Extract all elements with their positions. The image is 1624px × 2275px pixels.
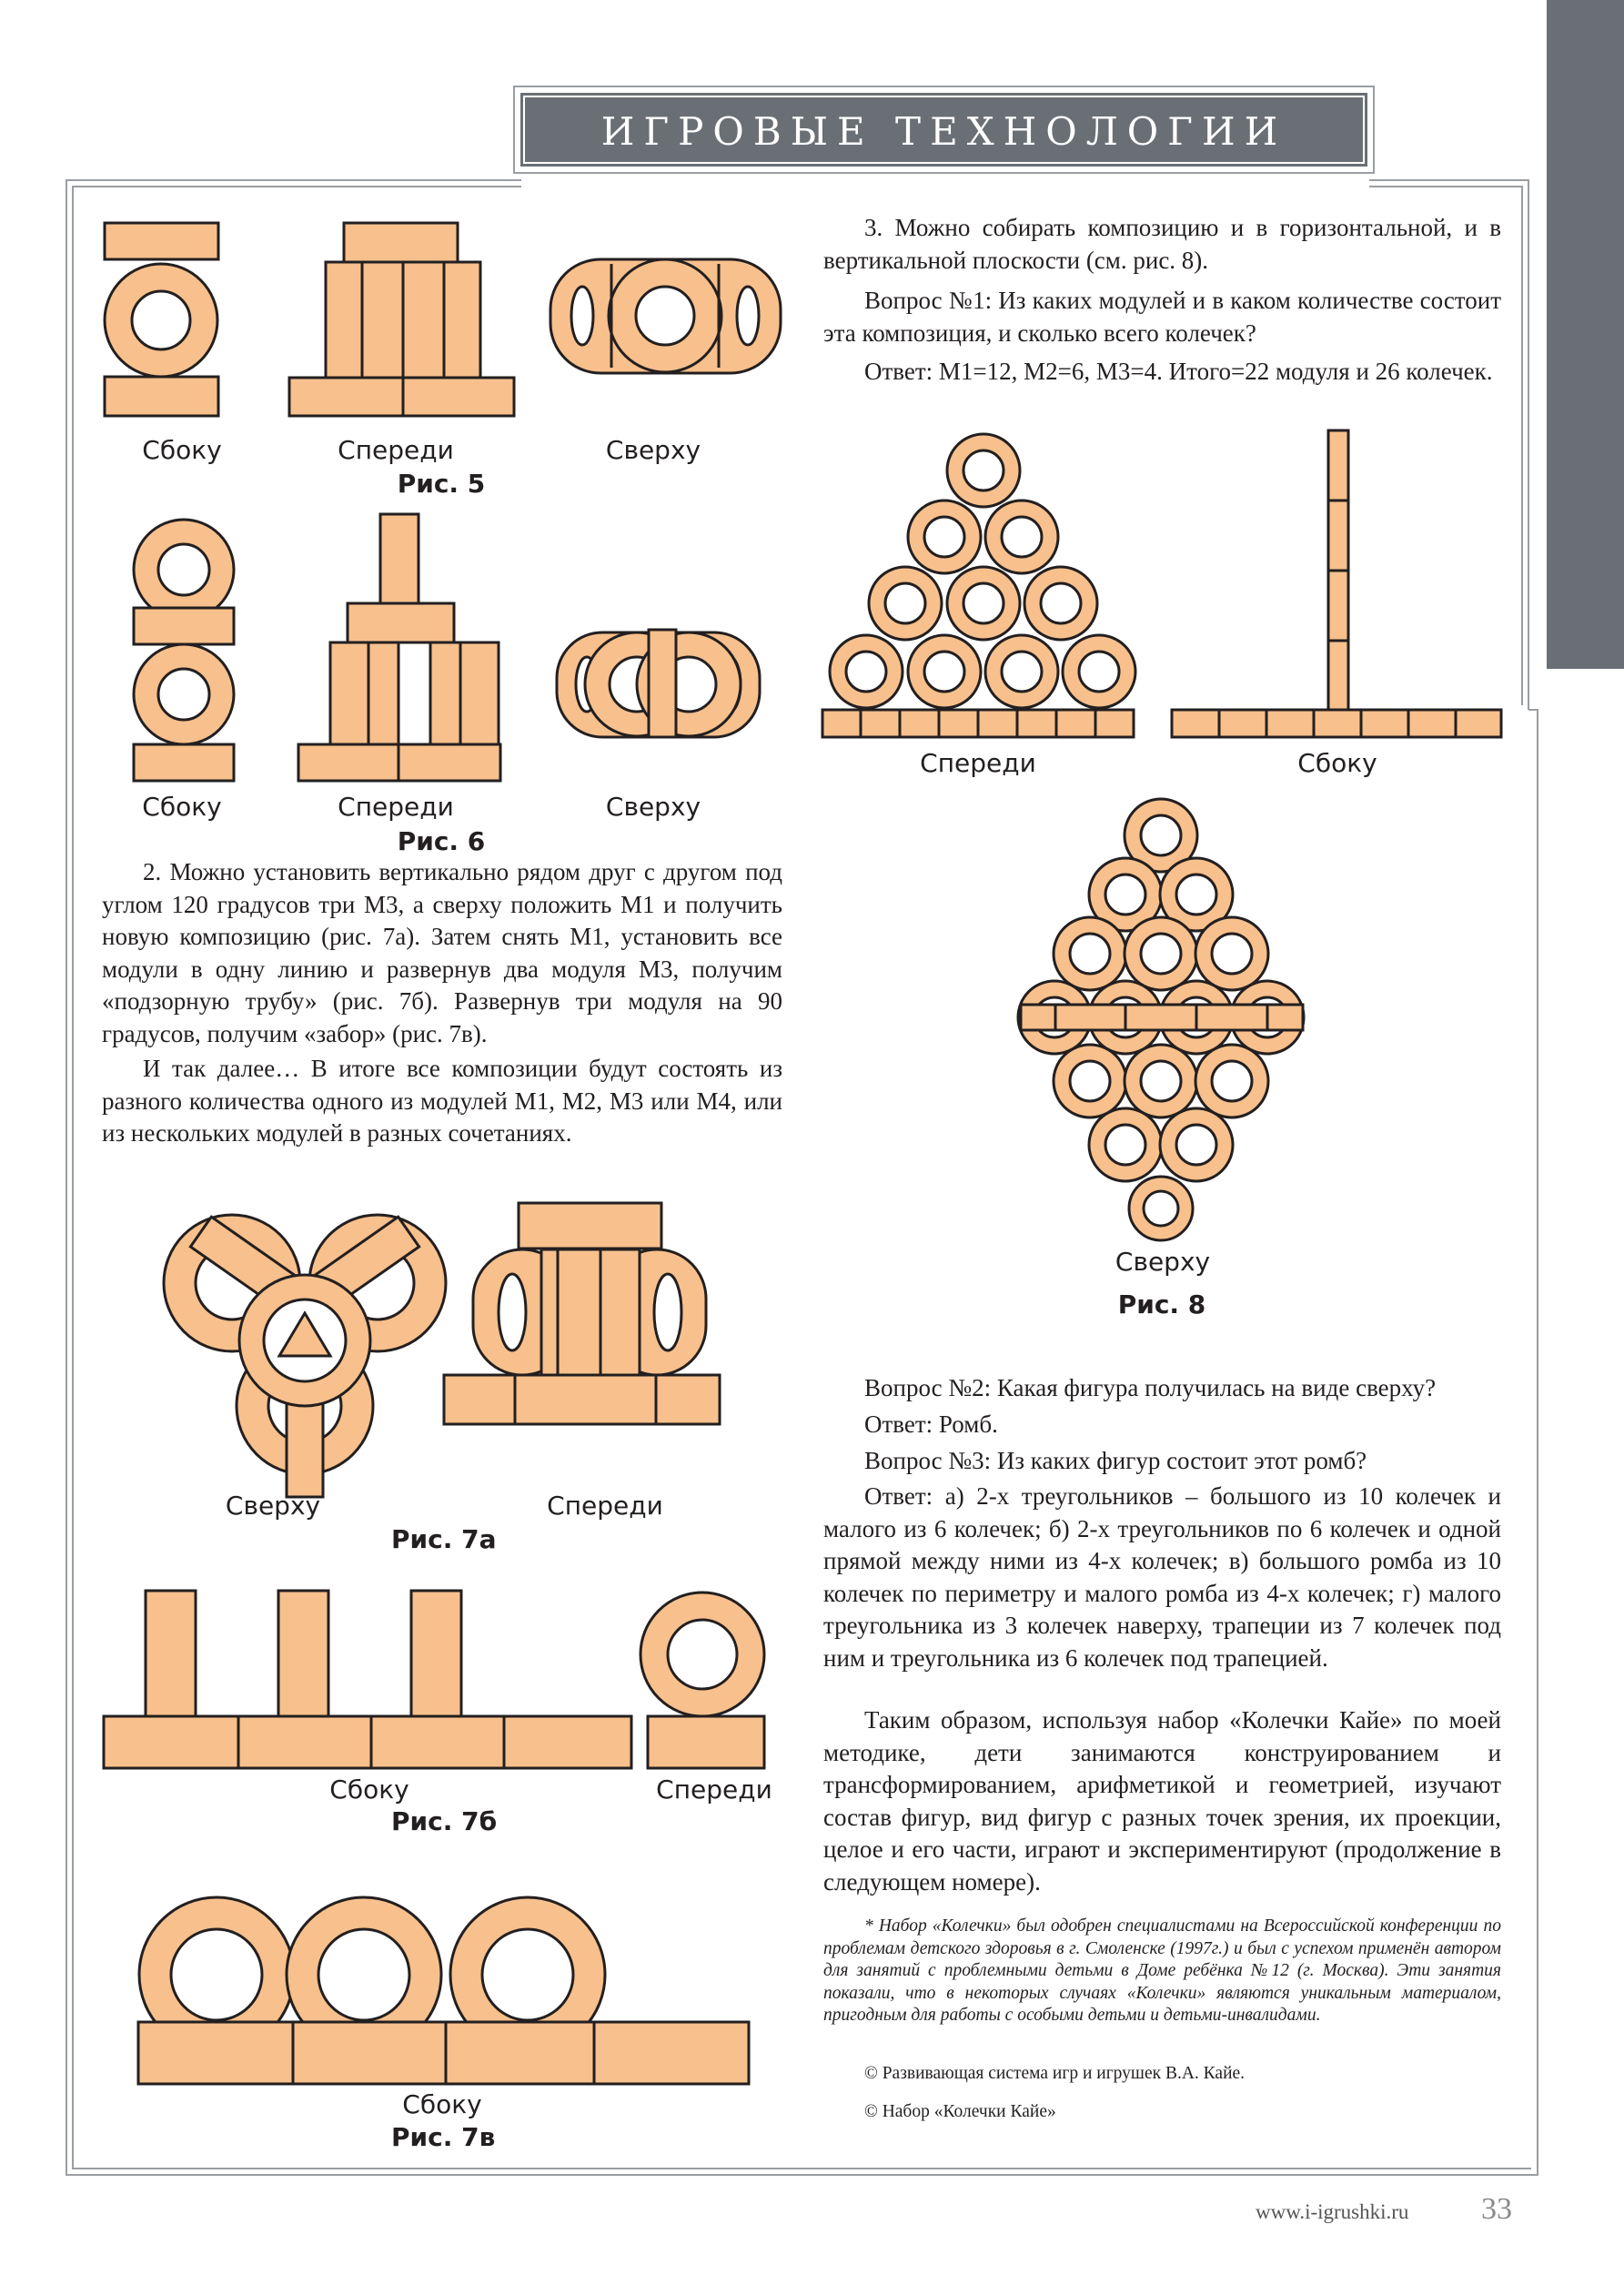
question-1: Вопрос №1: Из каких модулей и в каком количестве состоит эта композиция, и сколько всего колечек? bbox=[823, 287, 1501, 347]
fig7c-caption: Рис. 7в bbox=[391, 2122, 496, 2152]
fig6-label-front: Спереди bbox=[338, 792, 454, 822]
paragraph-2: 2. Можно установить вертикально рядом друг с другом под углом 120 градусов три М3, а сверху положить М1 и получить новую композицию (рис. 7а). Затем снять М1, установить все модули в одну линию и развернув два модуля М3, получим «подзорную трубу» (рис. 7б). Развернув три модуля на 90 градусов, получим «забор» (рис. 7в). bbox=[102, 858, 782, 1047]
fig6-side bbox=[134, 520, 234, 781]
answer-1: Ответ: М1=12, М2=6, М3=4. Итого=22 модуля и 26 колечек. bbox=[864, 358, 1493, 385]
paragraph-3: 3. Можно собирать композицию и в горизонтальной, и в вертикальной плоскости (см. рис. 8). bbox=[823, 214, 1501, 274]
fig8-top bbox=[1018, 799, 1304, 1240]
fig8-label-top: Сверху bbox=[1115, 1247, 1211, 1277]
fig8-side bbox=[1172, 430, 1501, 737]
copyright-system: © Развивающая система игр и игрушек В.А. Кайе. bbox=[864, 2064, 1246, 2083]
question-2: Вопрос №2: Какая фигура получилась на виде сверху? bbox=[864, 1374, 1437, 1401]
fig6-label-side: Сбоку bbox=[142, 792, 222, 822]
fig8-label-side: Сбоку bbox=[1297, 748, 1377, 778]
fig7b-caption: Рис. 7б bbox=[391, 1806, 498, 1836]
fig6-top bbox=[557, 630, 760, 737]
fig5-label-top: Сверху bbox=[605, 435, 701, 465]
fig7a-front bbox=[444, 1203, 720, 1424]
fig7c-label-side: Сбоку bbox=[402, 2089, 482, 2119]
fig5-caption: Рис. 5 bbox=[397, 469, 486, 499]
fig7a-label-top: Сверху bbox=[225, 1491, 321, 1521]
footnote: * Набор «Колечки» был одобрен специалистами на Всероссийской конференции по проблемам детского здоровья в г. Смоленске (1997г.) и был с успехом применён автором для занятий с проблемными детьми в Доме ребёнка №12 (г. Москва). Эти занятия показали, что в некоторых случаях «Колечки» являются уникальным материалом, пригодным для работы с особыми детьми и детьми-инвалидами. bbox=[823, 1916, 1501, 2025]
page-number: 33 bbox=[1481, 2192, 1512, 2226]
fig6-label-top: Сверху bbox=[605, 792, 701, 822]
paragraph-etc: И так далее… В итоге все композиции будут состоять из разного количества одного из модулей М1, М2, М3 или М4, или из нескольких модулей в разных сочетаниях. bbox=[102, 1055, 782, 1147]
fig7a-label-front: Спереди bbox=[547, 1491, 663, 1521]
fig5-label-side: Сбоку bbox=[142, 435, 222, 465]
fig5-label-front: Спереди bbox=[338, 435, 454, 465]
fig7b-front bbox=[641, 1592, 764, 1768]
answer-3: Ответ: а) 2-х треугольников – большого из 10 колечек и малого из 6 колечек; б) 2-х треугольников по 6 колечек и одной прямой между ними из 4-х колечек; в) большого ромба из 10 колечек по периметру и малого ромба из 4-х колечек; г) малого треугольника из 3 колечек наверху, трапеции из 7 колечек под ним и треугольника из 6 колечек под трапецией. bbox=[823, 1482, 1501, 1672]
fig6-caption: Рис. 6 bbox=[397, 826, 486, 856]
fig7a-top bbox=[164, 1215, 446, 1497]
section-title: ИГРОВЫЕ ТЕХНОЛОГИИ bbox=[600, 109, 1287, 154]
fig7c-side bbox=[138, 1897, 749, 2084]
fig7b-label-side: Сбоку bbox=[329, 1774, 409, 1805]
fig5-front bbox=[289, 223, 514, 416]
fig5-side bbox=[105, 223, 218, 416]
fig5-top bbox=[550, 259, 781, 373]
conclusion: Таким образом, используя набор «Колечки Кайе» по моей методике, дети занимаются конструированием и трансформированием, арифметикой и геометрией, изучают состав фигур, вид фигур с разных точек зрения, их проекции, целое и его части, играют и экспериментируют (продолжение в следующем номере). bbox=[823, 1706, 1501, 1896]
fig7b-side bbox=[104, 1591, 631, 1768]
fig6-front bbox=[298, 514, 500, 781]
fig8-front bbox=[822, 434, 1135, 737]
fig7a-caption: Рис. 7а bbox=[391, 1524, 497, 1554]
answer-2: Ответ: Ромб. bbox=[864, 1410, 998, 1438]
copyright-set: © Набор «Колечки Кайе» bbox=[864, 2102, 1056, 2121]
question-3: Вопрос №3: Из каких фигур состоит этот ромб? bbox=[864, 1447, 1367, 1474]
fig8-caption: Рис. 8 bbox=[1117, 1289, 1206, 1320]
footer-url: www.i-igrushki.ru bbox=[1256, 2200, 1409, 2223]
fig7b-label-front: Спереди bbox=[656, 1774, 772, 1805]
fig8-label-front: Спереди bbox=[920, 748, 1036, 778]
